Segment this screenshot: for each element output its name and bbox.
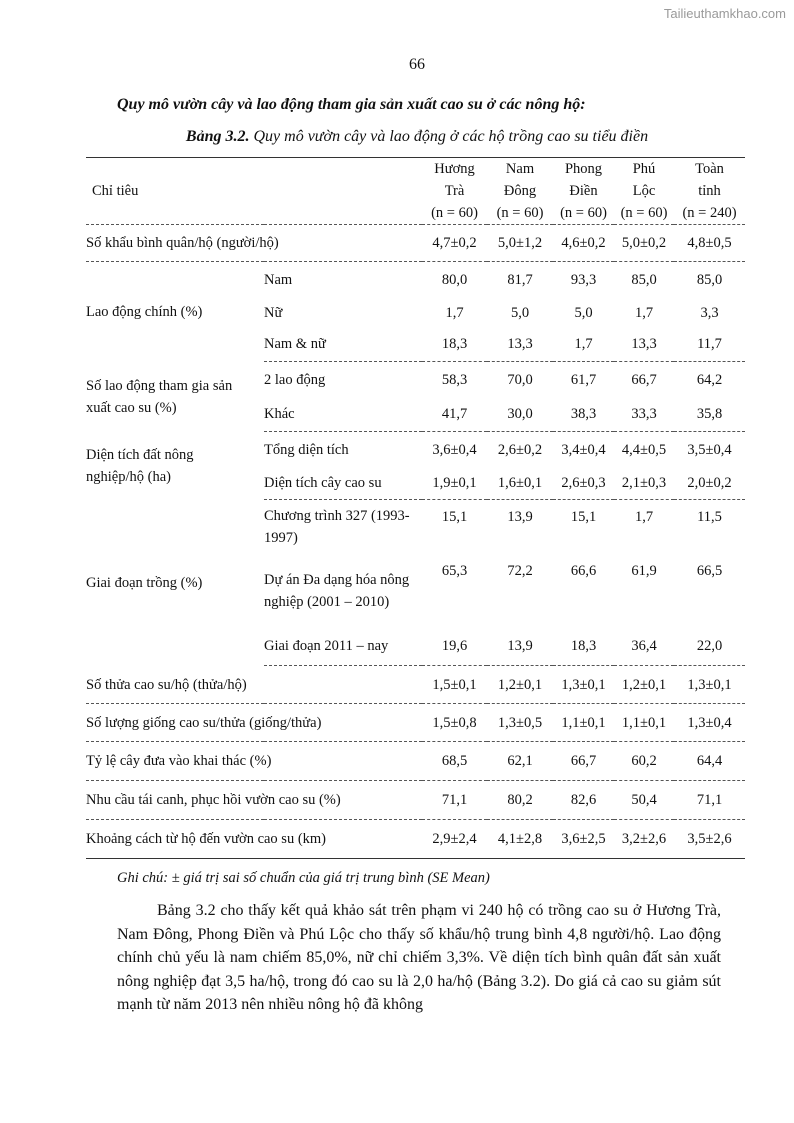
- section-heading: Quy mô vườn cây và lao động tham gia sản xuất cao su ở các nông hộ:: [117, 96, 586, 113]
- row-label: Số lao động tham gia sản xuất cao su (%): [86, 377, 233, 416]
- table-row: Giai đoạn trồng (%) Chương trình 327 (1993-1997) 15,1 13,9 15,1 1,7 11,5: [86, 500, 745, 554]
- header-row: [86, 158, 745, 225]
- page-number: 66: [409, 56, 425, 73]
- table-row: Nam & nữ 18,3 13,3 1,7 13,3 11,7: [86, 328, 745, 362]
- row-label: Tỷ lệ cây đưa vào khai thác (%): [86, 742, 422, 781]
- table-row: Số khẩu bình quân/hộ (người/hộ) 4,7±0,2 5,0±1,2 4,6±0,2 5,0±0,2 4,8±0,5: [86, 225, 745, 262]
- header-col-toan-tinh: Toàn tỉnh (n = 240): [674, 158, 745, 225]
- table-row: Diện tích cây cao su 1,9±0,1 1,6±0,1 2,6±0,3 2,1±0,3 2,0±0,2: [86, 468, 745, 500]
- table-row: Diện tích đất nông nghiệp/hộ (ha) Tổng diện tích 3,6±0,4 2,6±0,2 3,4±0,4 4,4±0,5 3,5±0,4: [86, 432, 745, 468]
- row-label: Diện tích đất nông nghiệp/hộ (ha): [86, 446, 194, 485]
- table-row: Nhu cầu tái canh, phục hồi vườn cao su (%) 71,1 80,2 82,6 50,4 71,1: [86, 781, 745, 820]
- table-row: Số thửa cao su/hộ (thửa/hộ) 1,5±0,1 1,2±0,1 1,3±0,1 1,2±0,1 1,3±0,1: [86, 666, 745, 704]
- watermark: Tailieuthamkhao.com: [663, 6, 786, 21]
- table-row: Số lượng giống cao su/thửa (giống/thửa) 1,5±0,8 1,3±0,5 1,1±0,1 1,1±0,1 1,3±0,4: [86, 704, 745, 742]
- table-row: Tỷ lệ cây đưa vào khai thác (%) 68,5 62,1 66,7 60,2 64,4: [86, 742, 745, 781]
- table-row: Nữ 1,7 5,0 5,0 1,7 3,3: [264, 304, 719, 321]
- table-row: Lao động chính (%) Nam 80,0 81,7 93,3 85,0 85,0: [86, 262, 745, 298]
- header-col-phu-loc: Phú Lộc (n = 60): [614, 158, 674, 225]
- row-label: Số khẩu bình quân/hộ (người/hộ): [86, 225, 422, 262]
- caption-label: Bảng 3.2.: [185, 128, 250, 145]
- table-row: Giai đoạn 2011 – nay 19,6 13,9 18,3 36,4 22,0: [86, 628, 745, 666]
- row-label: Khoảng cách từ hộ đến vườn cao su (km): [86, 820, 422, 859]
- table-row: Khoảng cách từ hộ đến vườn cao su (km) 2,9±2,4 4,1±2,8 3,6±2,5 3,2±2,6 3,5±2,6: [86, 820, 745, 859]
- table-row: Khác 41,7 30,0 38,3 33,3 35,8: [86, 398, 745, 432]
- header-col-huong-tra: Hương Trà (n = 60): [422, 158, 487, 225]
- row-label: Lao động chính (%): [86, 303, 203, 320]
- row-label: Giai đoạn trồng (%): [86, 574, 203, 591]
- body-paragraph: Bảng 3.2 cho thấy kết quả khảo sát trên phạm vi 240 hộ có trồng cao su ở Hương Trà, Nam Đông, Phong Điền và Phú Lộc cho thấy số khẩu/hộ trung bình 4,8 người/hộ. Lao động chính chủ yếu là nam chiếm 85,0%, nữ chỉ chiếm 3,3%. Về diện tích bình quân đất sản xuất nông nghiệp đạt 3,5 ha/hộ, trong đó cao su là 2,0 ha/hộ (Bảng 3.2). Do giá cả cao su giảm sút mạnh từ năm 2013 nên nhiều nông hộ đã không: [117, 902, 721, 1014]
- row-label: Số thửa cao su/hộ (thửa/hộ): [86, 666, 422, 704]
- row-label: Nhu cầu tái canh, phục hồi vườn cao su (%): [86, 781, 422, 820]
- header-indicator: Chỉ tiêu: [86, 158, 422, 225]
- table-row: Số lao động tham gia sản xuất cao su (%) 2 lao động 58,3 70,0 61,7 66,7 64,2: [86, 362, 745, 398]
- table-caption: [0, 128, 794, 146]
- header-col-phong-dien: Phong Điền (n = 60): [553, 158, 614, 225]
- row-label: Số lượng giống cao su/thửa (giống/thửa): [86, 704, 422, 742]
- table-row: Dự án Đa dạng hóa nông nghiệp (2001 – 2010) 65,3 72,2 66,6 61,9 66,5: [264, 562, 723, 610]
- table-note: Ghi chú: ± giá trị sai số chuẩn của giá trị trung bình (SE Mean): [117, 870, 490, 886]
- data-table: [86, 157, 745, 859]
- header-col-nam-dong: Nam Đông (n = 60): [487, 158, 553, 225]
- caption-text: Quy mô vườn cây và lao động ở các hộ trồng cao su tiểu điền: [249, 128, 649, 145]
